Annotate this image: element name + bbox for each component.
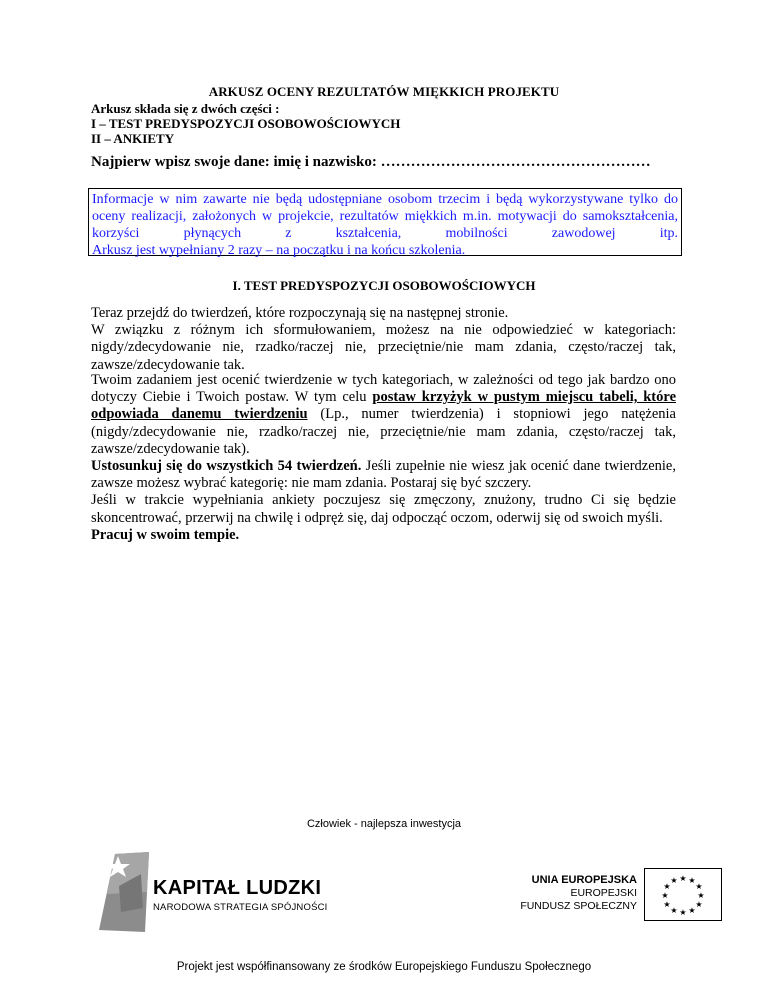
eu-fund-line: FUNDUSZ SPOŁECZNY — [520, 900, 637, 912]
info-box-privacy-text: Informacje w nim zawarte nie będą udostępniane osobom trzecim i będą wykorzystywane tylko do oceny realizacji, założonych w projekcie, rezultatów miękkich m.in. motywacji do samokształcenia, korzyści płynących z kształcenia, mobilności zawodowej itp. — [92, 192, 678, 241]
info-box-frequency-text: Arkusz jest wypełniany 2 razy – na początku i na końcu szkolenia. — [92, 243, 466, 258]
instructions-block-2 — [91, 372, 676, 544]
svg-text:★: ★ — [695, 882, 703, 891]
kapital-ludzki-logo-icon — [95, 852, 151, 934]
footer-slogan: Człowiek - najlepsza inwestycja — [306, 818, 462, 830]
part-two-label: II – ANKIETY — [91, 131, 175, 146]
instructions-block-1 — [91, 305, 676, 374]
section-heading: I. TEST PREDYSPOZYCJI OSOBOWOŚCIOWYCH — [232, 278, 536, 293]
svg-text:★: ★ — [679, 908, 687, 917]
instruction-paragraph — [91, 458, 676, 492]
svg-text:★: ★ — [663, 900, 671, 909]
svg-text:★: ★ — [661, 891, 669, 900]
svg-text:★: ★ — [670, 876, 678, 885]
eu-fund-text — [512, 874, 637, 913]
eu-union-label: UNIA EUROPEJSKA — [531, 874, 637, 886]
svg-text:★: ★ — [688, 876, 696, 885]
instruction-closing: Pracuj w swoim tempie. — [91, 526, 240, 543]
svg-text:★: ★ — [695, 900, 703, 909]
name-prompt: Najpierw wpisz swoje dane: imię i nazwisko: ……………………………………………… — [91, 154, 651, 170]
instruction-text: (Lp., numer twierdzenia) i stopniowi jego natężenia (nigdy/zdecydowanie nie, rzadko/raczej nie, przeciętnie/nie mam zdania, często/raczej tak, zawsze/zdecydowanie tak). — [91, 406, 676, 457]
kapital-ludzki-title: KAPITAŁ LUDZKI — [153, 877, 322, 899]
parts-intro: Arkusz składa się z dwóch części : — [91, 101, 280, 116]
instruction-paragraph: W związku z różnym ich sformułowaniem, możesz na nie odpowiedzieć w kategoriach: nigdy/zdecydowanie nie, rzadko/raczej nie, przeciętnie/nie mam zdania, często/raczej tak, zawsze/zdecydowanie tak. — [91, 322, 676, 373]
instruction-emphasis: postaw krzyżyk w pustym miejscu tabeli, które odpowiada danemu twierdzeniu — [91, 389, 676, 423]
document-title: ARKUSZ OCENY REZULTATÓW MIĘKKICH PROJEKTU — [208, 84, 560, 99]
svg-text:★: ★ — [688, 906, 696, 915]
instruction-paragraph — [91, 372, 676, 458]
svg-text:★: ★ — [679, 874, 687, 883]
eu-flag-icon — [644, 868, 722, 921]
cofinance-note: Projekt jest współfinansowany ze środków Europejskiego Funduszu Społecznego — [176, 961, 592, 973]
svg-text:★: ★ — [663, 882, 671, 891]
instruction-paragraph: Teraz przejdź do twierdzeń, które rozpoczynają się na następnej stronie. — [91, 305, 509, 321]
info-box — [88, 188, 682, 256]
part-one-label: I – TEST PREDYSPOZYCJI OSOBOWOŚCIOWYCH — [91, 116, 401, 131]
instruction-text: Twoim zadaniem jest ocenić twierdzenie w tych kategoriach, w zależności od tego jak bardzo ono dotyczy Ciebie i Twoich postaw. W tym celu — [91, 372, 676, 406]
kapital-ludzki-subtitle: NARODOWA STRATEGIA SPÓJNOŚCI — [153, 902, 328, 913]
instruction-emphasis: Ustosunkuj się do wszystkich 54 twierdzeń. — [91, 458, 362, 475]
instruction-paragraph: Jeśli w trakcie wypełniania ankiety poczujesz się zmęczony, znużony, trudno Ci się będzie skoncentrować, przerwij na chwilę i odpręż się, daj odpocząć oczom, oderwij się od swoich myśli. — [91, 492, 676, 526]
eu-fund-line: EUROPEJSKI — [570, 887, 637, 899]
instruction-text: Jeśli zupełnie nie wiesz jak ocenić dane twierdzenie, zawsze możesz wybrać kategorię: nie mam zdania. Postaraj się być szczery. — [91, 458, 676, 492]
svg-text:★: ★ — [697, 891, 705, 900]
svg-text:★: ★ — [670, 906, 678, 915]
